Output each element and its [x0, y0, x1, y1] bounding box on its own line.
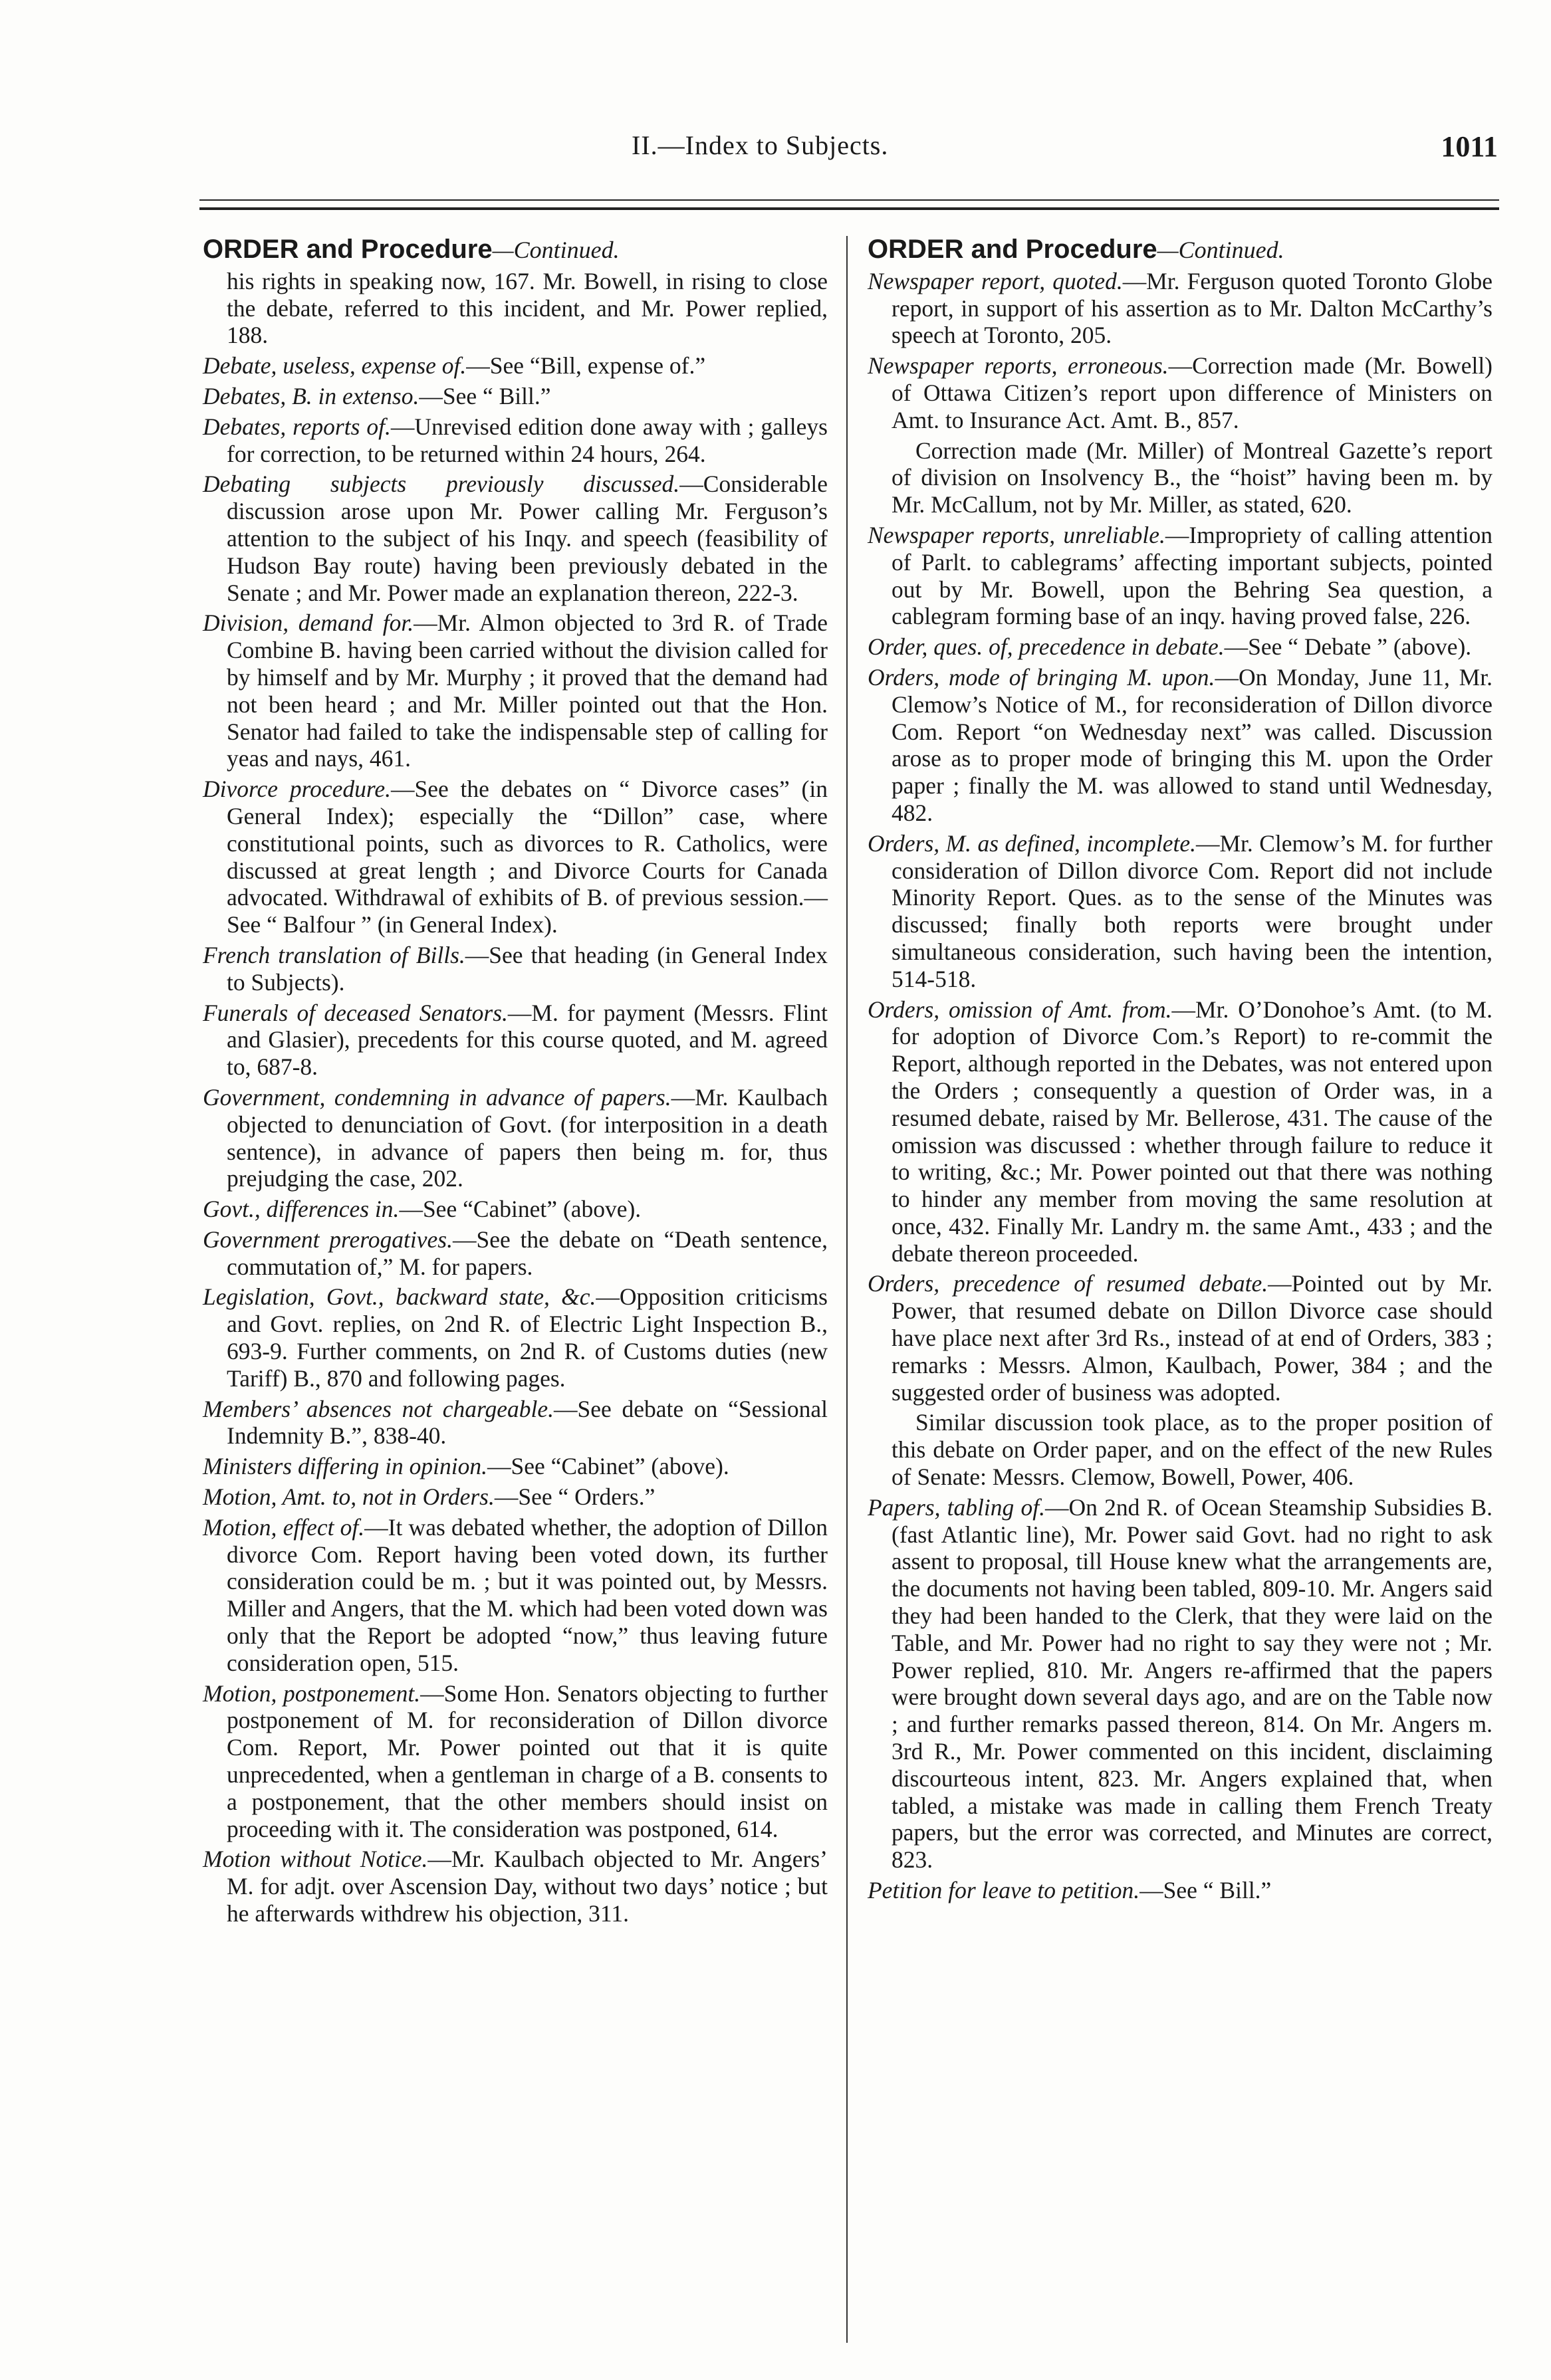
index-entry — [203, 1396, 828, 1450]
index-entry — [203, 1084, 828, 1192]
index-entry — [203, 1483, 828, 1511]
entry-text: —Impropriety of calling attention of Parlt. to cablegrams’ affecting important subjects, pointed out by Mr. Bowell, upon the Behring Sea question, a cablegram forming base of an inqy. having proved false, 226. — [892, 521, 1492, 630]
entry-term: Orders, M. as defined, incomplete. — [868, 829, 1196, 857]
header-rule-thin — [199, 199, 1499, 201]
index-entry — [203, 352, 828, 379]
entry-text: —On Monday, June 11, Mr. Clemow’s Notice of M., for reconsideration of Dillon divorce Com. Report “on Wednesday next” was called. Discussion arose as to proper mode of bringing this M. upon the Order paper ; finally the M. was allowed to stand until Wednesday, 482. — [892, 663, 1492, 826]
entry-term: Funerals of deceased Senators. — [203, 999, 508, 1026]
index-entry — [203, 1000, 828, 1081]
index-entry — [868, 664, 1492, 827]
index-columns — [203, 236, 1502, 2349]
index-entry — [868, 352, 1492, 433]
right-heading-text: ORDER and Procedure — [868, 235, 1157, 264]
index-entry — [203, 1846, 828, 1927]
left-heading-suffix: —Continued. — [492, 237, 620, 263]
index-entry — [203, 471, 828, 606]
entry-term: Orders, precedence of resumed debate. — [868, 1270, 1268, 1297]
entry-text: —It was debated whether, the adoption of Dillon divorce Com. Report having been voted down, its further consideration could be m. ; but it was pointed out, by Messrs. Miller and Angers, that the M. which had been voted down was only that the Report be adopted “now,” thus leaving future consideration open, 515. — [227, 1513, 828, 1676]
entry-text: —See “ Bill.” — [1139, 1877, 1272, 1904]
running-title: II.—Index to Subjects. — [632, 130, 889, 160]
index-entry — [203, 609, 828, 772]
index-entry — [203, 942, 828, 996]
entry-text: —See “Cabinet” (above). — [399, 1196, 642, 1223]
entry-text: —Correction made (Mr. Bowell) of Ottawa Citizen’s report upon difference of Ministers on Amt. to Insurance Act. Amt. B., 857. — [892, 352, 1492, 433]
right-heading-suffix: —Continued. — [1157, 237, 1284, 263]
entry-text: —See that heading (in General Index to Subjects). — [227, 941, 828, 996]
entry-term: Legislation, Govt., backward state, &c. — [203, 1283, 596, 1311]
entry-term: Motion without Notice. — [203, 1846, 428, 1873]
entry-text: —On 2nd R. of Ocean Steamship Subsidies B. (fast Atlantic line), Mr. Power said Govt. had no right to ask assent to proposal, till House knew what the arrangements are, the documents not having been tabled, 809-10. Mr. Angers said they had been handed to the Clerk, that they were laid on the Table, and Mr. Power had no right to say they were not ; Mr. Power replied, 810. Mr. Angers re-affirmed that the papers were brought down several days ago, and are on the Table now ; and further remarks passed thereon, 814. On Mr. Angers m. 3rd R., Mr. Power commented on this incident, disclaiming discourteous intent, 823. Mr. Angers explained that, when tabled, a mistake was made in calling them French Treaty papers, but the error was corrected, and Minutes are correct, 823. — [892, 1493, 1492, 1874]
page-number: 1011 — [1441, 130, 1498, 163]
entry-term: Debates, B. in extenso. — [203, 382, 419, 409]
entry-term: Newspaper reports, unreliable. — [868, 521, 1165, 548]
entry-text: —See “ Debate ” (above). — [1224, 633, 1472, 661]
index-entry — [203, 383, 828, 410]
entry-term: Order, ques. of, precedence in debate. — [868, 633, 1225, 661]
entry-term: Government, condemning in advance of papers. — [203, 1083, 671, 1111]
right-column — [868, 236, 1492, 1907]
entry-text: —Mr. Kaulbach objected to Mr. Angers’ M. for adjt. over Ascension Day, without two days’ notice ; but he afterwards withdrew his objection, 311. — [227, 1846, 828, 1927]
index-entry — [203, 268, 828, 349]
column-divider — [846, 236, 848, 2343]
index-entry — [203, 776, 828, 938]
entry-text: —Mr. Kaulbach objected to denunciation of Govt. (for interposition in a death sentence), in advance of papers then being m. for, thus prejudging the case, 202. — [227, 1083, 828, 1192]
header-rule-thick — [199, 207, 1499, 210]
index-entry — [868, 437, 1492, 518]
index-entry — [868, 268, 1492, 349]
entry-text: —Mr. Clemow’s M. for further consideration of Dillon divorce Com. Report did not include Minority Report. Ques. as to the sense of the Minutes was discussed; finally both reports were brought under simultaneous consideration, such having been the intention, 514-518. — [892, 829, 1492, 992]
entry-term: French translation of Bills. — [203, 941, 465, 968]
index-entry — [868, 830, 1492, 993]
entry-term: Papers, tabling of. — [868, 1493, 1045, 1521]
entry-term: Motion, Amt. to, not in Orders. — [203, 1483, 495, 1511]
entry-term: Petition for leave to petition. — [868, 1877, 1140, 1904]
entry-text: —Pointed out by Mr. Power, that resumed debate on Dillon Divorce case should have place next after 3rd Rs., instead of at end of Orders, 383 ; remarks : Messrs. Almon, Kaulbach, Power, 384 ; and the suggested order of business was adopted. — [892, 1270, 1492, 1406]
entry-text: —Some Hon. Senators objecting to further postponement of M. for reconsideration of Dillon divorce Com. Report, Mr. Power pointed out that it is quite unprecedented, when a gentleman in charge of a B. consents to a postponement, that the other members should insist on proceeding with it. The consideration was postponed, 614. — [227, 1679, 828, 1842]
right-column-heading — [868, 236, 1492, 264]
entry-term: Orders, mode of bringing M. upon. — [868, 663, 1215, 691]
entry-text: —See “Bill, expense of.” — [466, 352, 706, 379]
entry-term: Division, demand for. — [203, 609, 414, 637]
index-entry — [868, 1494, 1492, 1874]
index-entry — [203, 413, 828, 468]
entry-text: —Mr. O’Donohoe’s Amt. (to M. for adoption of Divorce Com.’s Report) to re-commit the Report, although reported in the Debates, was not entered upon the Orders ; consequently a question of Order was, in a resumed debate, raised by Mr. Bellerose, 431. The cause of the omission was discussed : whether through failure to reduce it to writing, &c.; Mr. Power pointed out that there was nothing to hinder any member from moving the same resolution at once, 432. Finally Mr. Landry m. the same Amt., 433 ; and the debate thereon proceeded. — [892, 996, 1492, 1267]
index-entry — [203, 1514, 828, 1677]
entry-term: Orders, omission of Amt. from. — [868, 996, 1172, 1023]
left-heading-text: ORDER and Procedure — [203, 235, 493, 264]
entry-text: Similar discussion took place, as to the proper position of this debate on Order paper, and on the effect of the new Rules of Senate: Messrs. Clemow, Bowell, Power, 406. — [892, 1409, 1492, 1491]
entry-term: Divorce procedure. — [203, 776, 391, 803]
index-entry — [868, 1409, 1492, 1490]
left-column-heading — [203, 236, 828, 264]
index-entry — [868, 633, 1492, 661]
entry-text: —See the debate on “Death sentence, commutation of,” M. for papers. — [227, 1226, 828, 1280]
entry-text: —See “ Orders.” — [494, 1483, 656, 1511]
entry-term: Newspaper reports, erroneous. — [868, 352, 1169, 379]
entry-text: —Opposition criticisms and Govt. replies, on 2nd R. of Electric Light Inspection B., 693-9. Further comments, on 2nd R. of Customs duties (new Tariff) B., 870 and following pages. — [227, 1283, 828, 1392]
index-entry — [203, 1680, 828, 1843]
index-entry — [868, 1877, 1492, 1904]
index-entry — [203, 1226, 828, 1281]
entry-term: Motion, effect of. — [203, 1513, 365, 1541]
entry-text: —Unrevised edition done away with ; galleys for correction, to be returned within 24 hours, 264. — [227, 413, 828, 467]
entry-text: —See debate on “Sessional Indemnity B.”, 838-40. — [227, 1395, 828, 1450]
entry-text: —M. for payment (Messrs. Flint and Glasier), precedents for this course quoted, and M. agreed to, 687-8. — [227, 999, 828, 1081]
entry-text: —Mr. Almon objected to 3rd R. of Trade Combine B. having been carried without the division called for by himself and by Mr. Murphy ; it proved that the demand had not been heard ; and Mr. Miller pointed out that the Hon. Senator had failed to take the indispensable step of calling for yeas and nays, 461. — [227, 609, 828, 772]
entry-term: Newspaper report, quoted. — [868, 267, 1123, 294]
index-entry — [868, 522, 1492, 630]
entry-text: Correction made (Mr. Miller) of Montreal Gazette’s report of division on Insolvency B., the “hoist” having been m. by Mr. McCallum, not by Mr. Miller, as stated, 620. — [892, 437, 1492, 518]
entry-term: Ministers differing in opinion. — [203, 1453, 487, 1480]
entry-term: Debate, useless, expense of. — [203, 352, 467, 379]
index-entry — [868, 996, 1492, 1267]
index-entry — [868, 1270, 1492, 1406]
entry-term: Debates, reports of. — [203, 413, 391, 440]
entry-term: Motion, postponement. — [203, 1679, 421, 1707]
entry-text: his rights in speaking now, 167. Mr. Bowell, in rising to close the debate, referred to this incident, and Mr. Power replied, 188. — [227, 267, 828, 349]
entry-text: —Considerable discussion arose upon Mr. Power calling Mr. Ferguson’s attention to the subject of his Inqy. and speech (feasibility of Hudson Bay route) having been previously debated in the Senate ; and Mr. Power made an explanation thereon, 222-3. — [227, 471, 828, 606]
entry-text: —See the debates on “ Divorce cases” (in General Index); especially the “Dillon” case, where constitutional points, such as divorces to R. Catholics, were discussed at great length ; and Divorce Courts for Canada advocated. Withdrawal of exhibits of B. of previous session.—See “ Balfour ” (in General Index). — [227, 776, 828, 938]
entry-term: Members’ absences not chargeable. — [203, 1395, 554, 1422]
index-entry — [203, 1196, 828, 1223]
page-header — [0, 130, 1551, 169]
entry-term: Debating subjects previously discussed. — [203, 471, 680, 498]
entry-text: —See “Cabinet” (above). — [487, 1453, 729, 1480]
index-entry — [203, 1283, 828, 1392]
entry-term: Government prerogatives. — [203, 1226, 453, 1253]
left-column — [203, 236, 828, 1931]
entry-text: —Mr. Ferguson quoted Toronto Globe report, in support of his assertion as to Mr. Dalton McCarthy’s speech at Toronto, 205. — [892, 267, 1492, 349]
entry-term: Govt., differences in. — [203, 1196, 400, 1223]
entry-text: —See “ Bill.” — [419, 382, 551, 409]
index-entry — [203, 1453, 828, 1480]
